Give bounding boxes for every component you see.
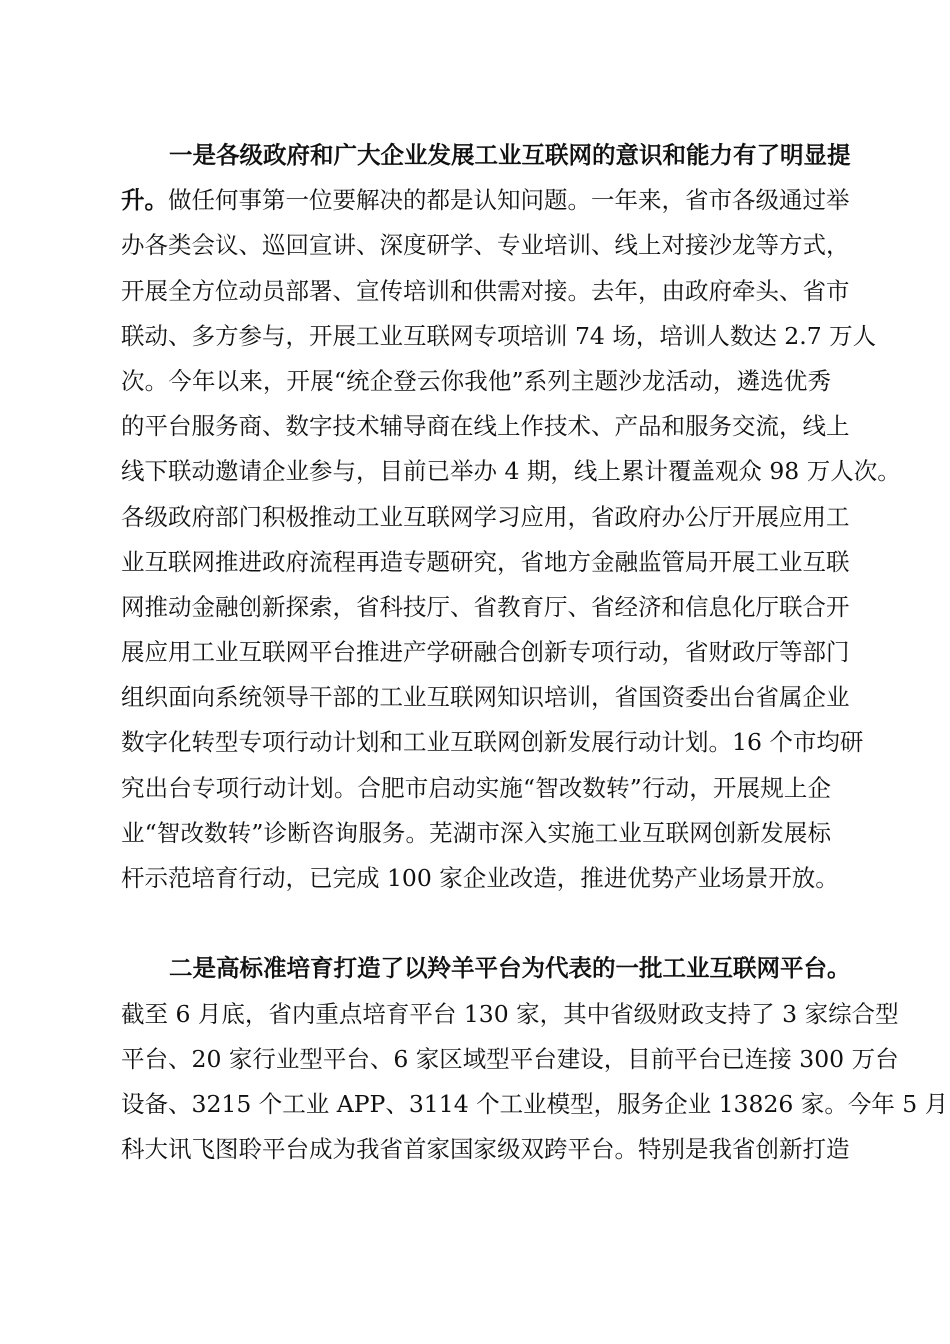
paragraph-1-line: 杆示范培育行动，已完成 100 家企业改造，推进优势产业场景开放。 [121, 864, 839, 892]
paragraph-1-heading: 一是各级政府和广大企业发展工业互联网的意识和能力有了明显提 [169, 141, 851, 169]
paragraph-1-heading-end: 升。 [121, 186, 168, 215]
paragraph-1-line: 的平台服务商、数字技术辅导商在线上作技术、产品和服务交流，线上 [121, 412, 850, 441]
paragraph-1-text: 做任何事第一位要解决的都是认知问题。一年来，省市各级通过举 [168, 186, 850, 215]
paragraph-1-line: 数字化转型专项行动计划和工业互联网创新发展行动计划。16 个市均研 [121, 728, 864, 757]
paragraph-1-line: 线下联动邀请企业参与，目前已举办 4 期，线上累计覆盖观众 98 万人次。 [121, 457, 901, 486]
paragraph-1-line: 组织面向系统领导干部的工业互联网知识培训，省国资委出台省属企业 [121, 683, 850, 712]
document-page [121, 137, 949, 1176]
paragraph-2-line: 截至 6 月底，省内重点培育平台 130 家，其中省级财政支持了 3 家综合型 [121, 999, 899, 1028]
paragraph-1-line: 业“智改数转”诊断咨询服务。芜湖市深入实施工业互联网创新发展标 [121, 818, 831, 847]
paragraph-2-heading: 二是高标准培育打造了以羚羊平台为代表的一批工业互联网平台。 [169, 954, 851, 983]
paragraph-2-line: 平台、20 家行业型平台、6 家区域型平台建设，目前平台已连接 300 万台 [121, 1044, 899, 1073]
paragraph-1-line: 次。今年以来，开展“统企登云你我他”系列主题沙龙活动，遴选优秀 [121, 366, 831, 395]
paragraph-1-line: 究出台专项行动计划。合肥市启动实施“智改数转”行动，开展规上企 [121, 773, 831, 802]
paragraph-1-line [121, 182, 850, 227]
paragraph-1-line: 展应用工业互联网平台推进产学研融合创新专项行动，省财政厅等部门 [121, 638, 850, 667]
paragraph-1-line: 办各类会议、巡回宣讲、深度研学、专业培训、线上对接沙龙等方式， [121, 231, 850, 260]
paragraph-1-line: 网推动金融创新探索，省科技厅、省教育厅、省经济和信息化厅联合开 [121, 592, 850, 621]
paragraph-2-line: 设备、3215 个工业 APP、3114 个工业模型，服务企业 13826 家。今年 5 月 [121, 1089, 949, 1118]
paragraph-1-line: 业互联网推进政府流程再造专题研究，省地方金融监管局开展工业互联 [121, 547, 850, 576]
paragraph-1-line: 联动、多方参与，开展工业互联网专项培训 74 场，培训人数达 2.7 万人 [121, 321, 877, 350]
paragraph-1-line: 各级政府部门积极推动工业互联网学习应用，省政府办公厅开展应用工 [121, 502, 850, 531]
paragraph-1-line [121, 905, 831, 950]
paragraph-1-line: 开展全方位动员部署、宣传培训和供需对接。去年，由政府牵头、省市 [121, 276, 850, 305]
paragraph-2-line: 科大讯飞图聆平台成为我省首家国家级双跨平台。特别是我省创新打造 [121, 1135, 850, 1164]
